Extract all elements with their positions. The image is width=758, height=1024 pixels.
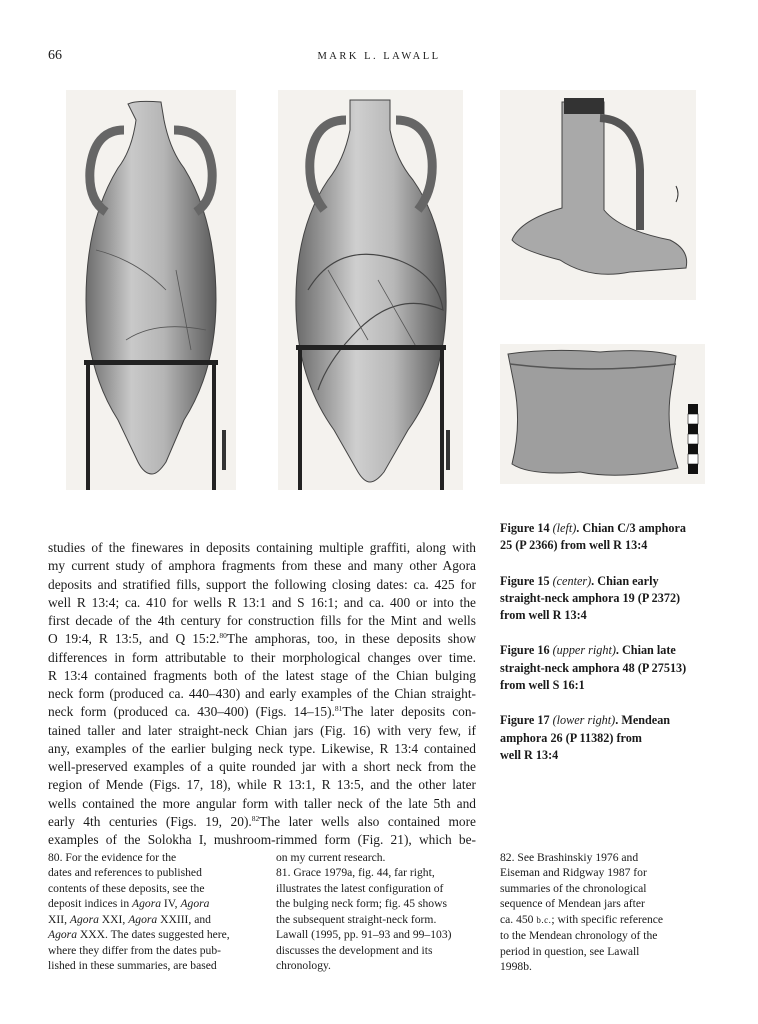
footnote-fragment: ; with specific reference [551,912,664,926]
amphora-15-illustration [278,90,463,490]
amphora-14-illustration [66,90,236,490]
body-line: region of Mende (Figs. 17, 18), while R 13:1, R 13:5, and the other later [48,777,476,793]
note-ref-82[interactable]: 82 [251,813,260,823]
footnote-fragment: XII, [48,912,70,926]
page-number: 66 [48,48,62,63]
footnote-line: 80. For the evidence for the [48,851,177,864]
footnote-line [500,912,710,928]
note-ref-81[interactable]: 81 [334,704,343,714]
body-line [48,703,476,721]
footnote-line: the subsequent straight-neck form. [276,912,437,926]
caption-text: well R 13:4 [500,747,559,762]
footnote-line: where they differ from the dates pub- [48,943,221,957]
footnote-line: the bulging neck form; fig. 45 shows [276,897,447,911]
caption-position: (left) [552,521,577,535]
body-fragment: The amphoras, too, in these deposits show [226,631,476,647]
footnote-line: sequence of Mendean jars after [500,897,645,911]
body-line: first decade of the 4th century for construction fills for the Mint and wells [48,613,476,628]
footnote-fragment: IV, [161,897,181,911]
footnote-italic: Agora [69,912,99,926]
caption-label: Figure 17 [500,713,550,728]
caption-text: amphora 26 (P 11382) from [500,730,642,745]
body-line: well-preserved examples of a quite rounded jar with a short neck from the [48,759,476,774]
note-ref-80[interactable]: 80 [219,631,227,641]
body-line: any, examples of the earlier bulging neck type. Likewise, R 13:4 contained [48,740,476,756]
body-line: my current study of amphora fragments from these and many other Agora [48,558,476,574]
footnote-line: to the Mendean chronology of the [500,929,658,943]
caption-text: . Chian late [615,643,676,658]
caption-text: . Chian early [591,573,659,588]
footnote-line: 1998b. [500,960,532,974]
footnote-line: summaries of the chronological [500,881,647,895]
footnote-line: discusses the development and its [276,943,433,957]
caption-text: 25 (P 2366) from well R 13:4 [500,538,648,553]
footnote-line: chronology. [276,959,331,973]
caption-text: from well R 13:4 [500,608,587,623]
footnote-line: contents of these deposits, see the [48,881,205,895]
body-fragment: The later wells also contained more [259,813,477,829]
caption-label: Figure 15 [500,573,550,588]
caption-figure-14 [500,520,720,555]
caption-text: from well S 16:1 [500,678,585,693]
footnote-fragment: XXX. The dates suggested here, [76,928,230,942]
footnote-italic: Agora [128,912,158,926]
footnote-smallcaps: b.c. [536,914,552,925]
body-fragment: O 19:4, R 13:5, and Q 15:2. [48,631,220,647]
figure-17-photo [500,344,705,484]
caption-label: Figure 16 [500,643,550,658]
caption-label: Figure 14 [500,521,550,535]
footnote-80 [48,850,248,974]
body-line: well R 13:4; ca. 410 for wells R 13:1 and S 16:1; and ca. 400 or into the [48,594,476,610]
footnote-line: lished in these summaries, are based [48,959,217,973]
caption-text: straight-neck amphora 19 (P 2372) [500,590,681,605]
footnote-line: 82. See Brashinskiy 1976 and [500,851,639,864]
body-text [48,539,476,849]
figure-16-photo [500,90,696,300]
footnote-fragment: XXIII, and [157,912,211,926]
body-line: deposits and stratified fills, support the following closing dates: ca. 425 for [48,576,476,592]
body-line: wells contained the more angular form with taller neck of the late 5th and [48,795,476,811]
caption-text: . Chian C/3 amphora [576,521,686,535]
body-line: neck form (produced ca. 440–430) and early examples of the Chian straight- [48,686,476,701]
footnote-line: 81. Grace 1979a, fig. 44, far right, [276,866,435,880]
footnote-italic: Agora [180,897,210,911]
footnote-line: illustrates the latest configuration of [276,881,444,895]
footnote-line [48,896,248,911]
footnote-line: Eiseman and Ridgway 1987 for [500,866,647,880]
caption-text: straight-neck amphora 48 (P 27513) [500,660,687,675]
body-line: tained taller and later straight-neck Chian jars (Fig. 16) with very few, if [48,722,476,738]
body-line: differences in form attributable to their morphological changes over time. [48,649,476,665]
footnote-fragment: deposit indices in [48,897,133,911]
body-line: examples of the Solokha I, mushroom-rimmed form (Fig. 21), which be- [48,832,476,847]
figure-14-photo [66,90,236,490]
caption-figure-16 [500,642,720,694]
caption-figure-17 [500,712,720,764]
footnote-line [48,912,248,927]
footnote-fragment: XXI, [98,912,129,926]
body-line [48,813,476,831]
body-line [48,630,476,648]
footnote-82 [500,850,710,975]
footnote-italic: Agora [132,897,162,911]
footnote-line: Lawall (1995, pp. 91–93 and 99–103) [276,928,452,942]
footnote-italic: Agora [48,928,77,942]
footnote-line [48,927,248,942]
caption-position: (upper right) [552,643,616,658]
caption-text: . Mendean [615,713,671,728]
body-line: R 13:4 contained fragments both of the latest stage of the Chian bulging [48,667,476,683]
body-fragment: neck form (produced ca. 430–400) (Figs. 14–15). [48,704,335,720]
footnote-line: period in question, see Lawall [500,944,640,958]
fragment-17-illustration [500,344,705,484]
footnote-fragment: ca. 450 [500,912,537,926]
footnote-81 [276,850,476,974]
figure-captions [500,520,720,782]
caption-position: (center) [552,573,592,588]
body-fragment: early 4th centuries (Figs. 19, 20). [48,813,252,829]
body-fragment: The later deposits con- [342,704,476,720]
caption-figure-15 [500,573,720,625]
body-line: studies of the finewares in deposits containing multiple graffiti, along with [48,540,476,555]
figure-15-photo [278,90,463,490]
footnote-line: on my current research. [276,851,386,864]
running-head: MARK L. LAWALL [317,51,441,62]
caption-position: (lower right) [552,713,616,728]
fragment-16-illustration [500,90,696,300]
footnote-line: dates and references to published [48,866,202,880]
